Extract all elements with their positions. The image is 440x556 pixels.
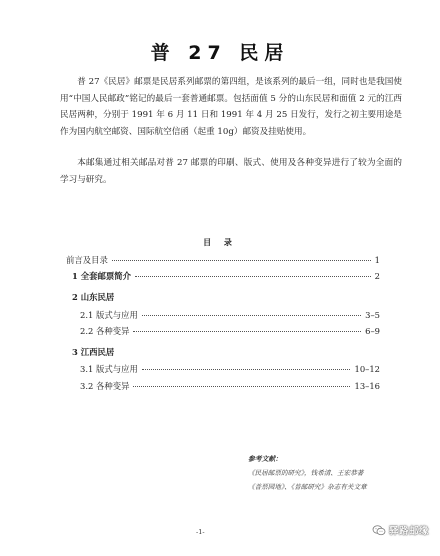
toc-entry-page: 1: [374, 255, 380, 265]
toc-leader: [133, 331, 361, 332]
page-number: -1-: [196, 528, 205, 536]
toc-leader: [135, 276, 371, 277]
page-title: 普 27 民居: [150, 42, 290, 64]
watermark-text: 驿路邮缘: [389, 526, 430, 537]
toc-entry-page: 6–9: [365, 326, 380, 336]
toc-leader: [112, 260, 371, 261]
toc-leader: [142, 315, 361, 316]
toc-leader: [142, 369, 351, 370]
toc-entry-shandong-layout[interactable]: [80, 309, 380, 321]
toc-entry-label: 前言及目录: [66, 255, 108, 265]
reference-item: 《民居邮票的研究》，钱希清、王宏恭著: [248, 469, 364, 477]
references-title: 参考文献：: [248, 455, 282, 463]
intro-paragraph-2: 本邮集通过相关邮品对普 27 邮票的印刷、版式、使用及各种变异进行了较为全面的学习与研究。: [60, 158, 402, 185]
toc-entry-preface[interactable]: [66, 254, 380, 266]
toc-entry-label: 3.1 版式与应用: [80, 364, 138, 374]
toc-entry-label: 2.2 各种变异: [80, 326, 130, 336]
watermark: [372, 523, 429, 537]
toc-section-jiangxi[interactable]: 3 江西民居: [72, 347, 115, 357]
toc-entry-label: 3.2 各种变异: [80, 381, 130, 391]
toc-entry-shandong-variants[interactable]: [80, 325, 380, 337]
toc-section-shandong[interactable]: 2 山东民居: [72, 292, 115, 302]
toc-entry-jiangxi-variants[interactable]: [80, 380, 380, 392]
toc-entry-label: 1 全套邮票简介: [72, 271, 131, 281]
reference-item: 《普票园地》、《普邮研究》杂志有关文章: [248, 483, 367, 491]
wechat-icon: [372, 525, 386, 536]
intro-paragraph-1: 普 27《民居》邮票是民居系列邮票的第四组，是该系列的最后一组，同时也是我国使用“中国人民邮政”铭记的最后一套普通邮票。包括面值 5 分的山东民居和面值 2 元的江西民居两种，分别于 1991 年 6 月 11 日和 1991 年 4 月 25 日发行，发行之初主要用途是作为国内航空邮资、国际航空信函（起重 10g）邮资及挂贴使用。: [60, 77, 402, 137]
toc-entry-intro[interactable]: [72, 270, 380, 282]
toc-entry-page: 3–5: [365, 310, 380, 320]
toc-entry-page: 13–16: [354, 381, 380, 391]
references: [248, 452, 428, 494]
toc-entry-jiangxi-layout[interactable]: [80, 363, 380, 375]
toc-leader: [133, 386, 350, 387]
toc-heading: 目 录: [203, 238, 237, 247]
toc-entry-page: 2: [374, 271, 380, 281]
toc-entry-page: 10–12: [354, 364, 380, 374]
toc-entry-label: 2.1 版式与应用: [80, 310, 138, 320]
